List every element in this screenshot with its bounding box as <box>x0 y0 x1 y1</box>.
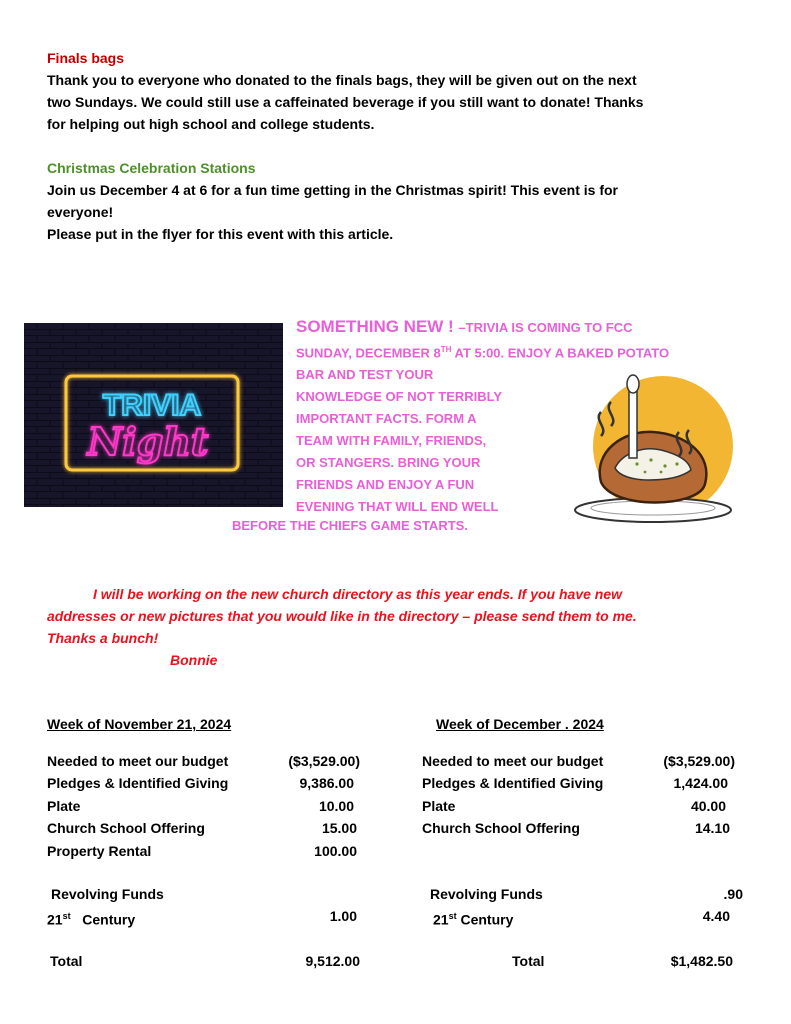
row-label: Pledges & Identified Giving <box>47 775 229 791</box>
row-value: 15.00 <box>321 820 357 836</box>
baked-potato-graphic <box>553 372 751 532</box>
row-value: ($3,529.00) <box>663 753 735 769</box>
trivia-line: BAR AND TEST YOUR <box>296 367 434 383</box>
century-label: Century <box>456 911 514 928</box>
baked-potato-image <box>553 372 751 532</box>
trivia-big-title: SOMETHING NEW ! <box>296 317 459 336</box>
week1-title: Week of November 21, 2024 <box>47 716 232 732</box>
total-value: 9,512.00 <box>305 953 360 969</box>
century-sup: st <box>448 911 457 921</box>
row-label: Plate <box>422 798 456 814</box>
table-row <box>422 772 735 794</box>
trivia-line: TEAM WITH FAMILY, FRIENDS, <box>296 433 487 449</box>
row-value: 9,386.00 <box>299 775 354 791</box>
finals-line: two Sundays. We could still use a caffeinated beverage if you still want to donate! Thanks <box>47 94 644 110</box>
total-value: $1,482.50 <box>670 953 733 969</box>
directory-line: I will be working on the new church directory as this year ends. If you have new <box>93 586 623 602</box>
directory-line: addresses or new pictures that you would like in the directory – please send them to me. <box>47 608 637 624</box>
row-label: Church School Offering <box>422 820 580 836</box>
row-label: Revolving Funds <box>430 886 543 902</box>
trivia-line: IMPORTANT FACTS. FORM A <box>296 411 477 427</box>
trivia-last-line: BEFORE THE CHIEFS GAME STARTS. <box>232 518 468 533</box>
trivia-date-sup: TH <box>440 345 452 354</box>
trivia-night-image <box>24 323 283 507</box>
trivia-time: AT 5:00. ENJOY A BAKED POTATO <box>451 345 670 361</box>
total-label: Total <box>512 953 545 969</box>
trivia-word: TRIVIA <box>102 389 202 422</box>
christmas-line: Please put in the flyer for this event with this article. <box>47 226 394 242</box>
christmas-heading: Christmas Celebration Stations <box>47 160 256 176</box>
finals-body <box>47 69 767 135</box>
century-row <box>47 905 360 927</box>
row-value: .90 <box>723 886 743 902</box>
century-row <box>433 905 735 927</box>
row-value: 1,424.00 <box>673 775 728 791</box>
trivia-line: KNOWLEDGE OF NOT TERRIBLY <box>296 389 503 405</box>
table-row <box>47 817 360 839</box>
row-label: Pledges & Identified Giving <box>422 775 604 791</box>
table-row <box>422 795 735 817</box>
table-row <box>422 817 735 839</box>
directory-signature: Bonnie <box>170 652 218 668</box>
row-value: 14.10 <box>694 820 730 836</box>
row-value: 10.00 <box>318 798 354 814</box>
row-value: ($3,529.00) <box>288 753 360 769</box>
total-row <box>512 950 735 972</box>
trivia-date-line <box>296 339 756 364</box>
total-label: Total <box>50 953 83 969</box>
row-label: Plate <box>47 798 81 814</box>
revolving-row <box>51 883 360 905</box>
finals-heading: Finals bags <box>47 50 125 66</box>
century-sup: st <box>62 911 71 921</box>
row-label: Property Rental <box>47 843 152 859</box>
finals-line: Thank you to everyone who donated to the finals bags, they will be given out on the next <box>47 72 637 88</box>
trivia-title-line <box>296 316 756 339</box>
christmas-body <box>47 179 767 245</box>
table-row <box>422 750 735 772</box>
week2-table <box>422 750 743 980</box>
row-label <box>433 905 513 931</box>
table-row <box>47 772 360 794</box>
row-label: Needed to meet our budget <box>422 753 604 769</box>
trivia-line: OR STANGERS. BRING YOUR <box>296 455 481 471</box>
christmas-line: everyone! <box>47 204 114 220</box>
row-label: Needed to meet our budget <box>47 753 229 769</box>
table-row <box>47 840 360 862</box>
christmas-line: Join us December 4 at 6 for a fun time getting in the Christmas spirit! This event is for <box>47 182 618 198</box>
row-value: 4.40 <box>702 908 730 924</box>
century-label: Century <box>70 911 136 928</box>
table-row <box>47 750 360 772</box>
finals-line: for helping out high school and college students. <box>47 116 375 132</box>
trivia-date: SUNDAY, DECEMBER 8 <box>296 345 441 361</box>
row-label: Revolving Funds <box>51 886 164 902</box>
directory-line: Thanks a bunch! <box>47 630 159 646</box>
century-num: 21 <box>433 911 449 928</box>
row-label <box>47 905 135 931</box>
revolving-row <box>430 883 743 905</box>
week2-title: Week of December . 2024 <box>436 716 604 732</box>
directory-notice <box>47 583 744 649</box>
row-label: Church School Offering <box>47 820 205 836</box>
trivia-line: FRIENDS AND ENJOY A FUN <box>296 477 475 493</box>
table-row <box>47 795 360 817</box>
trivia-title-rest: –TRIVIA IS COMING TO FCC <box>458 320 633 335</box>
row-value: 100.00 <box>314 843 357 859</box>
row-value: 1.00 <box>329 908 357 924</box>
night-word: Night <box>87 419 209 464</box>
row-value: 40.00 <box>690 798 726 814</box>
week1-table <box>47 750 360 980</box>
trivia-line: EVENING THAT WILL END WELL <box>296 499 499 515</box>
trivia-neon-graphic <box>24 323 283 507</box>
century-num: 21 <box>47 911 63 928</box>
total-row <box>50 950 360 972</box>
